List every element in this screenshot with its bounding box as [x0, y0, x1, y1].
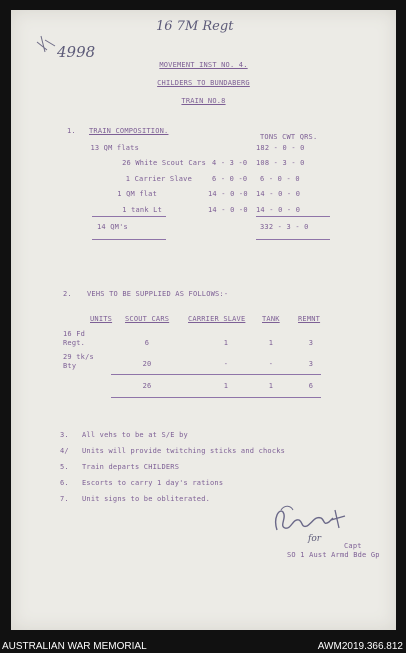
- document-sheet: [11, 10, 396, 630]
- section-1-heading: TRAIN COMPOSITION.: [89, 127, 169, 135]
- handwritten-number: 4998: [57, 43, 96, 61]
- composition-row-item: 1 QM flat: [117, 190, 157, 198]
- train-number: TRAIN NO.8: [181, 97, 226, 105]
- note-text: Units will provide twitching sticks and chocks: [82, 447, 286, 455]
- col-units: UNITS: [90, 315, 113, 323]
- tonnage-units-header: TONS CWT QRS.: [260, 133, 318, 141]
- composition-row-item: 1 Carrier Slave: [125, 175, 192, 183]
- signatory-appointment: SO 1 Aust Armd Bde Gp: [287, 551, 380, 559]
- remnt-value: 3: [308, 339, 314, 347]
- note-number: 5.: [60, 463, 69, 471]
- total-flats: 14 QM's: [97, 223, 128, 231]
- archive-name: AUSTRALIAN WAR MEMORIAL: [2, 641, 147, 652]
- remnt-total: 6: [308, 382, 314, 390]
- carrier-slave-value: -: [223, 360, 229, 368]
- composition-row-total: 14 - 0 - 0: [256, 206, 301, 214]
- composition-row-total: 182 - 0 - 0: [256, 144, 305, 152]
- note-number: 3.: [60, 431, 69, 439]
- note-text: All vehs to be at S/E by: [82, 431, 188, 439]
- unit-name-line1: 16 Fd: [63, 330, 86, 338]
- unit-name-line2: Regt.: [63, 339, 86, 347]
- remnt-value: 3: [308, 360, 314, 368]
- unit-name-line2: Bty: [63, 362, 77, 370]
- scout-cars-total: 26: [142, 382, 152, 390]
- unit-name-line1: 29 tk/s: [63, 353, 94, 361]
- vehicles-total-rule: [111, 397, 321, 398]
- route-title: CHILDERS TO BUNDABERG: [157, 79, 250, 87]
- scout-cars-value: 20: [142, 360, 152, 368]
- composition-row-total: 108 - 3 - 0: [256, 159, 305, 167]
- grand-total-tonnage: 332 - 3 - 0: [260, 223, 309, 231]
- composition-row-item: 1 tank Lt: [122, 206, 162, 214]
- composition-row-item: 26 White Scout Cars: [122, 159, 206, 167]
- col-remnt: REMNT: [298, 315, 321, 323]
- document-title: MOVEMENT INST NO. 4.: [159, 61, 248, 69]
- composition-row-each: 4 - 3 -0: [212, 159, 248, 167]
- col-tank: TANK: [262, 315, 280, 323]
- scout-cars-value: 6: [144, 339, 150, 347]
- vehicles-subtotal-rule: [111, 374, 321, 375]
- subtotal-rule: [92, 216, 166, 217]
- note-text: Unit signs to be obliterated.: [82, 495, 211, 503]
- col-scout-cars: SCOUT CARS: [125, 315, 170, 323]
- section-1-number: 1.: [67, 127, 76, 135]
- composition-row-each: 14 - 0 -0: [208, 190, 248, 198]
- archive-footer: [0, 638, 406, 653]
- signature-for: for: [308, 534, 322, 544]
- carrier-slave-value: 1: [223, 339, 229, 347]
- tank-value: 1: [268, 339, 274, 347]
- subtotal-rule: [256, 216, 330, 217]
- tank-value: -: [268, 360, 274, 368]
- handwritten-signature-icon: [269, 498, 353, 538]
- composition-row-item: 13 QM flats: [90, 144, 139, 152]
- total-rule: [256, 239, 330, 240]
- section-2-number: 2.: [63, 290, 72, 298]
- note-number: 7.: [60, 495, 69, 503]
- archive-reference: AWM2019.366.812: [317, 641, 403, 652]
- pencil-mark-icon: [33, 32, 63, 62]
- col-carrier-slave: CARRIER SLAVE: [188, 315, 246, 323]
- section-2-heading: VEHS TO BE SUPPLIED AS FOLLOWS:-: [87, 290, 229, 298]
- composition-row-each: 6 - 0 -0: [212, 175, 248, 183]
- note-number: 6.: [60, 479, 69, 487]
- signatory-rank: Capt: [344, 542, 362, 550]
- note-text: Escorts to carry 1 day's rations: [82, 479, 224, 487]
- note-number: 4/: [60, 447, 69, 455]
- tank-total: 1: [268, 382, 274, 390]
- composition-row-total: 14 - 0 - 0: [256, 190, 301, 198]
- composition-row-total: 6 - 0 - 0: [260, 175, 300, 183]
- handwritten-unit-note: 16 7M Regt: [156, 19, 234, 34]
- total-rule: [92, 239, 166, 240]
- note-text: Train departs CHILDERS: [82, 463, 180, 471]
- composition-row-each: 14 - 0 -0: [208, 206, 248, 214]
- carrier-slave-total: 1: [223, 382, 229, 390]
